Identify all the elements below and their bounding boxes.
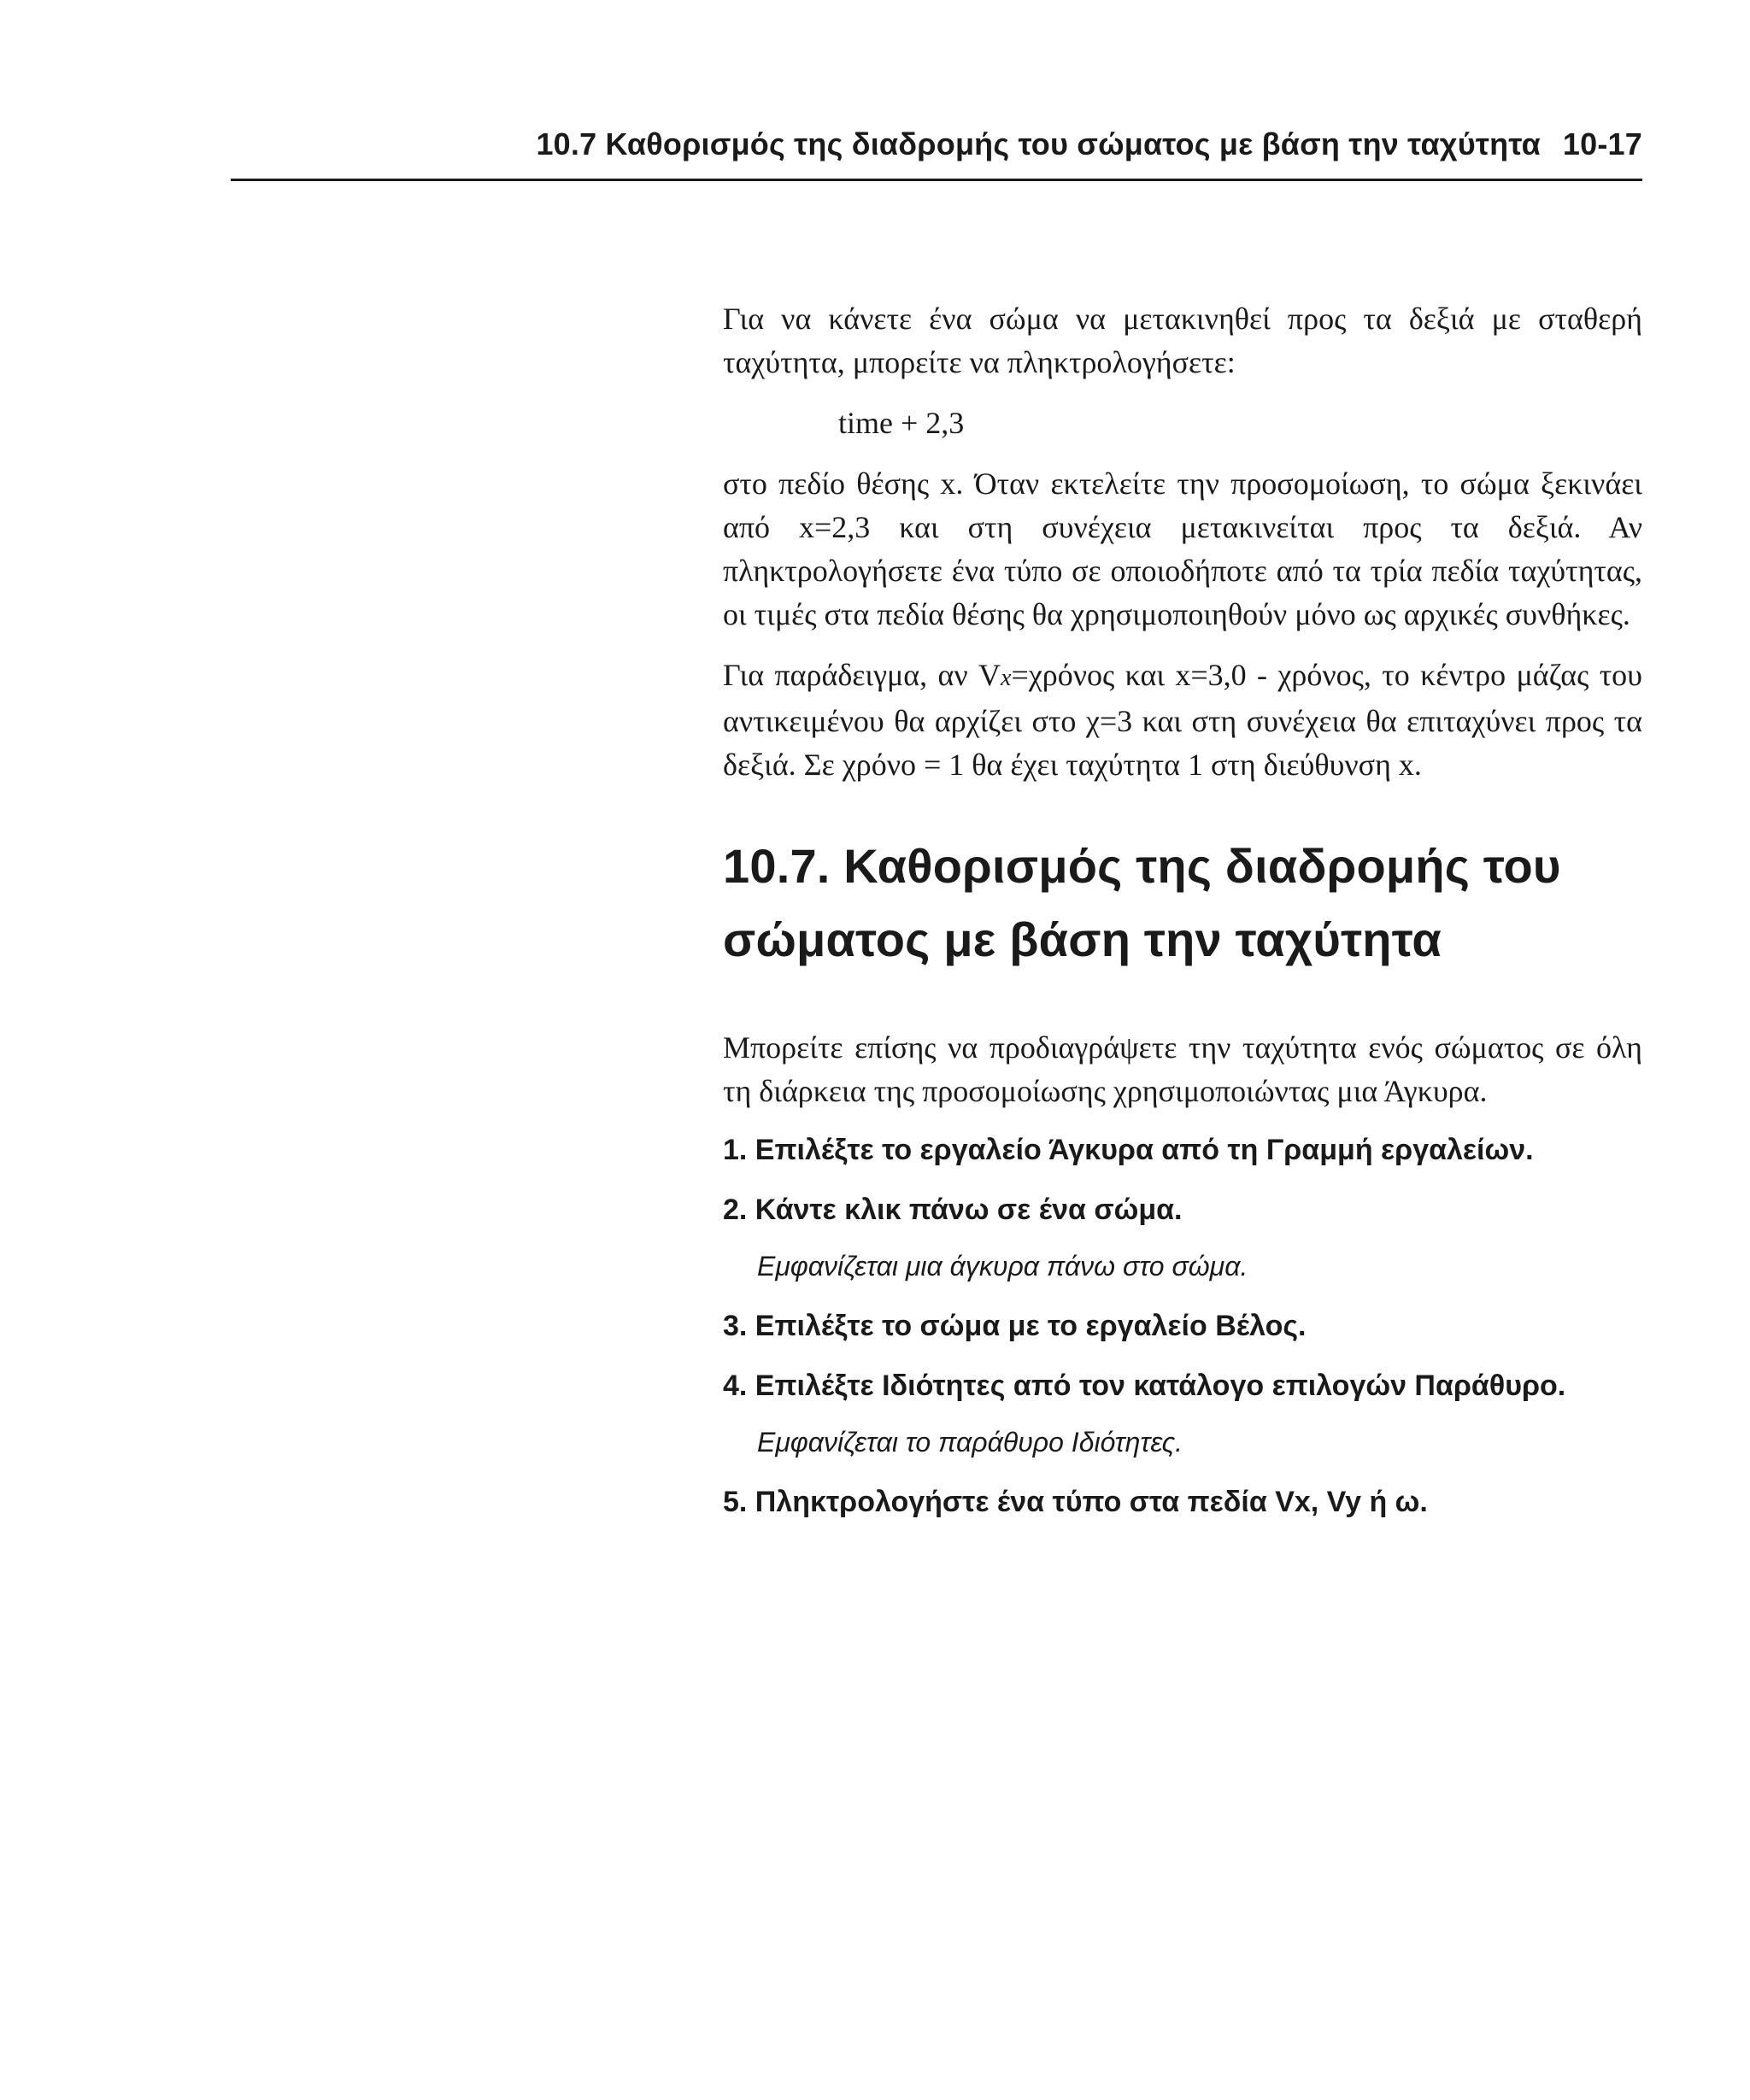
example-paragraph (723, 654, 1642, 787)
step-5: 5. Πληκτρολογήστε ένα τύπο στα πεδία Vx, Vy ή ω. (723, 1486, 1428, 1518)
step-4-result: Εμφανίζεται το παράθυρο Ιδιότητες. (757, 1427, 1183, 1458)
step-1: 1. Επιλέξτε το εργαλείο Άγκυρα από τη Γραμμή εργαλείων. (723, 1134, 1534, 1166)
step-2: 2. Κάντε κλικ πάνω σε ένα σώμα. (723, 1194, 1183, 1226)
page-number: 10-17 (1562, 126, 1642, 161)
running-header-title: 10.7 Καθορισμός της διαδρομής του σώματος με βάση την ταχύτητα (536, 126, 1541, 161)
step-2-result: Εμφανίζεται μια άγκυρα πάνω στο σώμα. (757, 1251, 1248, 1282)
example-text-end: =χρόνος και x=3,0 - χρόνος, το κέντρο μάζας του αντικειμένου θα αρχίζει στο χ=3 και στη συνέχεια θα επιταχύνει προς τα δεξιά. Σε χρόνο = 1 θα έχει ταχύτητα 1 στη διεύθυνση x. (723, 658, 1642, 782)
section-heading: 10.7. Καθορισμός της διαδρομής του σώματος με βάση την ταχύτητα (723, 839, 1561, 966)
step-3: 3. Επιλέξτε το σώμα με το εργαλείο Βέλος. (723, 1310, 1307, 1342)
intro-paragraph-1: Για να κάνετε ένα σώμα να μετακινηθεί προς τα δεξιά με σταθερή ταχύτητα, μπορείτε να πληκτρολογήσετε: (723, 302, 1642, 379)
page-content (723, 297, 1642, 1542)
position-formula: time + 2,3 (838, 406, 965, 440)
velocity-subscript: x (1001, 665, 1012, 691)
intro-paragraph-2: στο πεδίο θέσης x. Όταν εκτελείτε την προσομοίωση, το σώμα ξεκινάει από x=2,3 και στη συνέχεια μετακινείται προς τα δεξιά. Αν πληκτρολογήσετε ένα τύπο σε οποιοδήποτε από τα τρία πεδία ταχύτητας, οι τιμές στα πεδία θέσης θα χρησιμοποιηθούν μόνο ως αρχικές συνθήκες. (723, 466, 1642, 631)
example-text-start: Για παράδειγμα, αν V (723, 658, 1001, 692)
step-4: 4. Επιλέξτε Ιδιότητες από τον κατάλογο επιλογών Παράθυρο. (723, 1370, 1566, 1402)
running-header (231, 126, 1642, 162)
section-intro: Μπορείτε επίσης να προδιαγράψετε την ταχύτητα ενός σώματος σε όλη τη διάρκεια της προσομοίωσης χρησιμοποιώντας μια Άγκυρα. (723, 1030, 1642, 1108)
header-rule (231, 179, 1642, 181)
